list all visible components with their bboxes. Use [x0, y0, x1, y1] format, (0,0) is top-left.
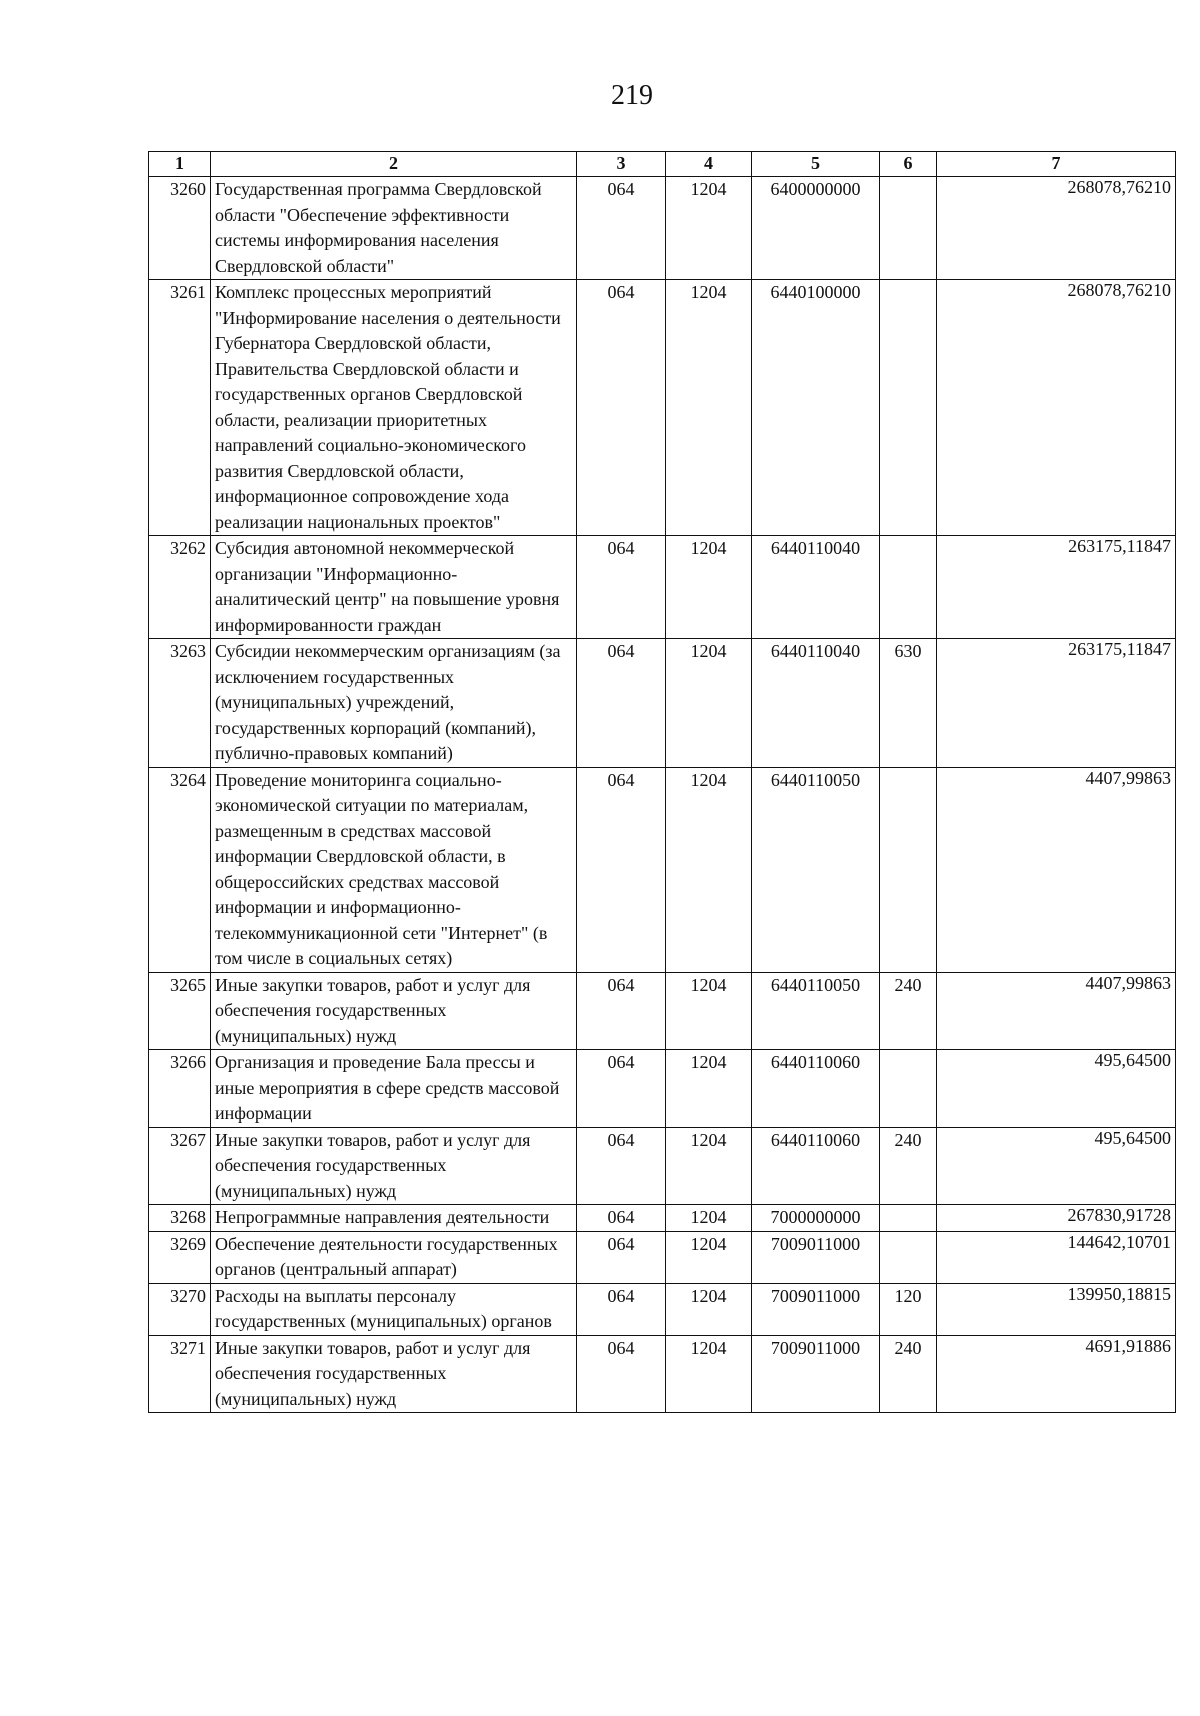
target-article-cell: 6440110040: [752, 639, 880, 768]
header-col-3: 3: [577, 152, 666, 177]
budget-table: [148, 151, 1176, 1413]
ministry-code-cell: 064: [577, 1050, 666, 1128]
expense-type-cell: 240: [880, 972, 937, 1050]
table-row: [149, 1335, 1176, 1413]
amount-value: 4691,91886: [1085, 1335, 1171, 1356]
section-code-cell: 1204: [666, 639, 752, 768]
item-name-cell: Проведение мониторинга социально-экономической ситуации по материалам, размещенным в средствах массовой информации Свердловской области, в общероссийских средствах массовой информации и информационно-телекоммуникационной сети "Интернет" (в том числе в социальных сетях): [211, 767, 577, 972]
amount-value: 139950,18815: [1067, 1283, 1171, 1304]
table-header: [149, 152, 1176, 177]
target-article-cell: 6440110050: [752, 767, 880, 972]
ministry-code-cell: 064: [577, 1231, 666, 1283]
amount-value: 263175,11847: [1068, 639, 1171, 659]
table-row: [149, 639, 1176, 768]
item-name-cell: Обеспечение деятельности государственных органов (центральный аппарат): [211, 1231, 577, 1283]
expense-type-cell: 240: [880, 1127, 937, 1205]
table-row: [149, 177, 1176, 280]
target-article-cell: 7009011000: [752, 1283, 880, 1335]
row-number-cell: 3271: [149, 1335, 211, 1413]
ministry-code-cell: 064: [577, 639, 666, 768]
page-number: 219: [611, 80, 653, 111]
item-name-cell: Организация и проведение Бала прессы и иные мероприятия в сфере средств массовой информации: [211, 1050, 577, 1128]
ministry-code-cell: 064: [577, 972, 666, 1050]
section-code-cell: 1204: [666, 1283, 752, 1335]
target-article-cell: 7009011000: [752, 1231, 880, 1283]
target-article-cell: 6440100000: [752, 280, 880, 536]
target-article-cell: 6440110050: [752, 972, 880, 1050]
ministry-code-cell: 064: [577, 280, 666, 536]
section-code-cell: 1204: [666, 972, 752, 1050]
expense-type-cell: [880, 1205, 937, 1232]
ministry-code-cell: 064: [577, 177, 666, 280]
amount-value: 268078,76210: [1067, 177, 1171, 197]
section-code-cell: 1204: [666, 536, 752, 639]
expense-type-cell: 240: [880, 1335, 937, 1413]
item-name-cell: Субсидия автономной некоммерческой организации "Информационно-аналитический центр" на повышение уровня информированности граждан: [211, 536, 577, 639]
header-row: [149, 152, 1176, 177]
item-name-cell: Иные закупки товаров, работ и услуг для обеспечения государственных (муниципальных) нужд: [211, 1335, 577, 1413]
ministry-code-cell: 064: [577, 1283, 666, 1335]
ministry-code-cell: 064: [577, 1127, 666, 1205]
row-number-cell: 3270: [149, 1283, 211, 1335]
section-code-cell: 1204: [666, 1205, 752, 1232]
amount-cell: [937, 639, 1176, 768]
expense-type-cell: [880, 1050, 937, 1128]
row-number-cell: 3263: [149, 639, 211, 768]
amount-value: 267830,91728: [1067, 1205, 1171, 1225]
amount-cell: [937, 972, 1176, 1050]
amount-value: 4407,99863: [1085, 767, 1171, 788]
amount-cell: [937, 1335, 1176, 1413]
item-name-cell: Субсидии некоммерческим организациям (за исключением государственных (муниципальных) учреждений, государственных корпораций (компаний), публично-правовых компаний): [211, 639, 577, 768]
expense-type-cell: [880, 177, 937, 280]
row-number-cell: 3265: [149, 972, 211, 1050]
expense-type-cell: [880, 280, 937, 536]
item-name-cell: Государственная программа Свердловской области "Обеспечение эффективности системы информирования населения Свердловской области": [211, 177, 577, 280]
table-row: [149, 1205, 1176, 1232]
section-code-cell: 1204: [666, 280, 752, 536]
amount-cell: [937, 1231, 1176, 1283]
table-row: [149, 1127, 1176, 1205]
row-number-cell: 3262: [149, 536, 211, 639]
table-row: [149, 1231, 1176, 1283]
header-col-2: 2: [211, 152, 577, 177]
item-name-cell: Расходы на выплаты персоналу государственных (муниципальных) органов: [211, 1283, 577, 1335]
section-code-cell: 1204: [666, 1231, 752, 1283]
expense-type-cell: [880, 767, 937, 972]
row-number-cell: 3266: [149, 1050, 211, 1128]
amount-cell: [937, 536, 1176, 639]
amount-cell: [937, 1283, 1176, 1335]
amount-value: 495,64500: [1094, 1127, 1171, 1148]
item-name-cell: Непрограммные направления деятельности: [211, 1205, 577, 1232]
ministry-code-cell: 064: [577, 1335, 666, 1413]
table-body: [149, 177, 1176, 1413]
row-number-cell: 3261: [149, 280, 211, 536]
table-row: [149, 972, 1176, 1050]
section-code-cell: 1204: [666, 1127, 752, 1205]
amount-cell: [937, 1205, 1176, 1232]
expense-type-cell: 120: [880, 1283, 937, 1335]
header-col-6: 6: [880, 152, 937, 177]
amount-cell: [937, 767, 1176, 972]
row-number-cell: 3269: [149, 1231, 211, 1283]
expense-type-cell: [880, 1231, 937, 1283]
item-name-cell: Иные закупки товаров, работ и услуг для обеспечения государственных (муниципальных) нужд: [211, 1127, 577, 1205]
ministry-code-cell: 064: [577, 536, 666, 639]
header-col-1: 1: [149, 152, 211, 177]
table-row: [149, 536, 1176, 639]
ministry-code-cell: 064: [577, 1205, 666, 1232]
target-article-cell: 6400000000: [752, 177, 880, 280]
target-article-cell: 7000000000: [752, 1205, 880, 1232]
amount-value: 495,64500: [1094, 1050, 1171, 1070]
expense-type-cell: 630: [880, 639, 937, 768]
amount-value: 263175,11847: [1068, 536, 1171, 556]
section-code-cell: 1204: [666, 177, 752, 280]
expense-type-cell: [880, 536, 937, 639]
table-row: [149, 1050, 1176, 1128]
item-name-cell: Комплекс процессных мероприятий "Информирование населения о деятельности Губернатора Свердловской области, Правительства Свердловской области и государственных органов Свердловской области, реализации приоритетных направлений социально-экономического развития Свердловской области, информационное сопровождение хода реализации национальных проектов": [211, 280, 577, 536]
table-row: [149, 1283, 1176, 1335]
amount-cell: [937, 1050, 1176, 1128]
row-number-cell: 3260: [149, 177, 211, 280]
row-number-cell: 3267: [149, 1127, 211, 1205]
item-name-cell: Иные закупки товаров, работ и услуг для обеспечения государственных (муниципальных) нужд: [211, 972, 577, 1050]
section-code-cell: 1204: [666, 767, 752, 972]
target-article-cell: 6440110060: [752, 1050, 880, 1128]
amount-cell: [937, 1127, 1176, 1205]
row-number-cell: 3264: [149, 767, 211, 972]
amount-cell: [937, 280, 1176, 536]
section-code-cell: 1204: [666, 1050, 752, 1128]
header-col-4: 4: [666, 152, 752, 177]
amount-cell: [937, 177, 1176, 280]
table-row: [149, 280, 1176, 536]
section-code-cell: 1204: [666, 1335, 752, 1413]
amount-value: 268078,76210: [1067, 280, 1171, 300]
amount-value: 4407,99863: [1085, 972, 1171, 993]
ministry-code-cell: 064: [577, 767, 666, 972]
amount-value: 144642,10701: [1067, 1231, 1171, 1252]
target-article-cell: 6440110040: [752, 536, 880, 639]
header-col-7: 7: [937, 152, 1176, 177]
target-article-cell: 6440110060: [752, 1127, 880, 1205]
header-col-5: 5: [752, 152, 880, 177]
table-row: [149, 767, 1176, 972]
target-article-cell: 7009011000: [752, 1335, 880, 1413]
row-number-cell: 3268: [149, 1205, 211, 1232]
